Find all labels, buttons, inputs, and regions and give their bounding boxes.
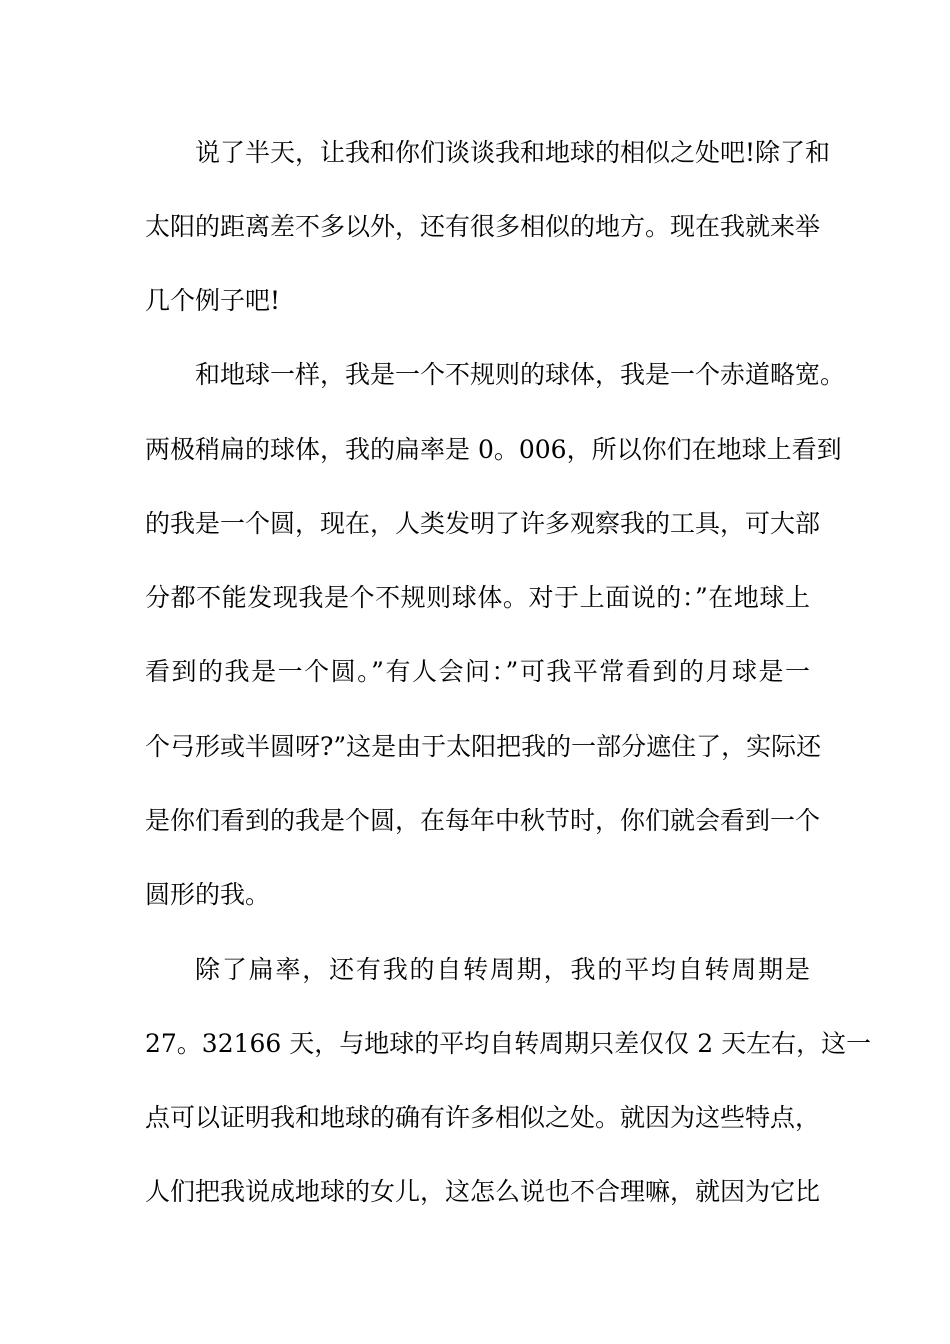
paragraph-1-line-1: 说了半天，让我和你们谈谈我和地球的相似之处吧!除了和	[195, 138, 831, 167]
paragraph-3-line-4: 人们把我说成地球的女儿，这怎么说也不合理嘛，就因为它比	[145, 1177, 821, 1206]
paragraph-2-line-8: 圆形的我。	[145, 880, 271, 909]
paragraph-1-line-2: 太阳的距离差不多以外，还有很多相似的地方。现在我就来举	[145, 212, 821, 241]
paragraph-3-line-2: 27。32166 天，与地球的平均自转周期只差仅仅 2 天左右，这一	[145, 1029, 872, 1058]
paragraph-2-line-2: 两极稍扁的球体，我的扁率是 0。006，所以你们在地球上看到	[145, 435, 842, 464]
paragraph-2-line-7: 是你们看到的我是个圆，在每年中秋节时，你们就会看到一个	[145, 806, 821, 835]
paragraph-3-line-1: 除了扁率，还有我的自转周期，我的平均自转周期是	[195, 955, 810, 984]
paragraph-3-line-3: 点可以证明我和地球的确有许多相似之处。就因为这些特点，	[145, 1103, 821, 1132]
paragraph-2-line-5: 看到的我是一个圆。”有人会问：”可我平常看到的月球是一	[145, 657, 810, 686]
paragraph-2-line-6: 个弓形或半圆呀?”这是由于太阳把我的一部分遮住了，实际还	[145, 732, 822, 761]
paragraph-2-line-4: 分都不能发现我是个不规则球体。对于上面说的：”在地球上	[145, 583, 810, 612]
paragraph-2-line-1: 和地球一样，我是一个不规则的球体，我是一个赤道略宽。	[195, 360, 846, 389]
paragraph-2-line-3: 的我是一个圆，现在，人类发明了许多观察我的工具，可大部	[145, 509, 821, 538]
paragraph-1-line-3: 几个例子吧!	[145, 286, 281, 315]
